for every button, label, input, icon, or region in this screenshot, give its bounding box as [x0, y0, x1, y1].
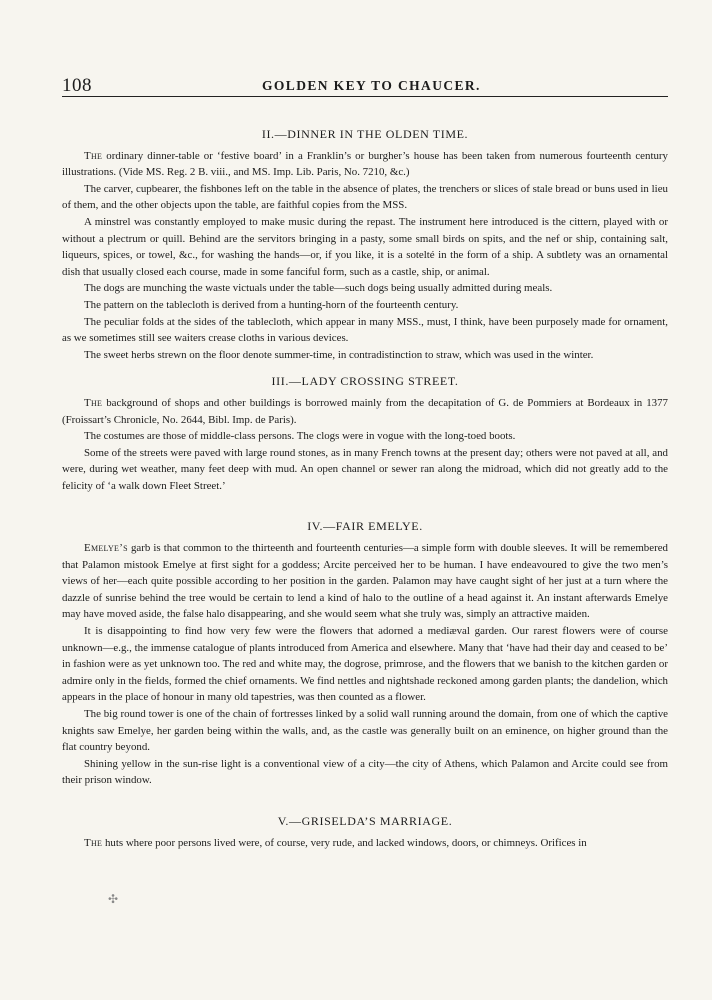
paragraph-lead: Emelye’s	[84, 542, 128, 555]
paragraph-text: A minstrel was constantly employed to make music during the repast. The instrument here introduced is the cittern, played with or without a plectrum or quill. Behind are the servitors bringing in a pasty, some small birds on spits, and the nef or ship, containing salt, liqueurs, spices, or towel, &c., for washing the hands—or, if you like, it is a sotelté in the form of a ship. A subtlety was an ornamental dish that usually closed each course, made in some fanciful form, such as a castle, ship, or animal.	[62, 215, 668, 278]
paragraph-text: The sweet herbs strewn on the floor denote summer-time, in contradistinction to straw, which was used in the winter.	[84, 348, 594, 361]
paragraph-text: garb is that common to the thirteenth and fourteenth centuries—a simple form with double sleeves. It will be remembered that Palamon mistook Emelye at first sight for a goddess; Arcite perceived her to be human. I have endeavoured to give the two men’s views of her—each quite possible according to her position in the garden. Palamon may have caught sight of her just at a turn where the dazzle of sunrise behind the tree would be certain to lend a kind of halo to the outline of a head against it. An instant afterwards Emelye may have moved aside, the false halo disappearing, and she would seem what she truly was, simply an attractive maiden.	[62, 542, 668, 621]
paragraph-text: Shining yellow in the sun-rise light is a conventional view of a city—the city of Athens, which Palamon and Arcite could see from their prison window.	[62, 757, 668, 787]
page-number: 108	[62, 75, 92, 96]
paragraph-text: The carver, cupbearer, the fishbones left on the table in the absence of plates, the trenchers or slices of stale bread or buns used in lieu of them, and the other objects upon the table, are faithful copies from the MSS.	[62, 182, 668, 212]
paragraph	[62, 314, 668, 347]
paragraph	[62, 181, 668, 214]
paragraph	[62, 280, 668, 297]
paragraph-text: It is disappointing to find how very few were the flowers that adorned a mediæval garden. Our rarest flowers were of course unknown—e.g., the immense catalogue of plants introduced from America and elsewhere. Many that ‘have had their day and ceased to be’ in fashion were as yet unknown too. The red and white may, the dogrose, primrose, and the flowers that we banish to the kitchen garden or admire only in the fields, formed the chief ornaments. We find nettles and nightshade reckoned among garden plants; the dandelion, which appears in the place of honour in many old tapestries, was then counted as a flower.	[62, 625, 668, 704]
section-heading: III.—LADY CROSSING STREET.	[271, 374, 459, 389]
section-heading: IV.—FAIR EMELYE.	[307, 519, 423, 534]
paragraph-lead: The	[84, 836, 103, 849]
paragraph	[62, 428, 668, 445]
paragraph	[62, 148, 668, 181]
paragraph-lead: The	[84, 149, 103, 162]
paragraph-text: huts where poor persons lived were, of course, very rude, and lacked windows, doors, or chimneys. Orifices in	[102, 836, 587, 849]
paragraph-text: The peculiar folds at the sides of the tablecloth, which appear in many MSS., must, I think, have been purposely made for ornament, as we sometimes still see waiters crease cloths in various devices.	[62, 315, 668, 345]
paragraph-text: ordinary dinner-table or ‘festive board’ in a Franklin’s or burgher’s house has been taken from numerous fourteenth century illustrations. (Vide MS. Reg. 2 B. viii., and MS. Imp. Lib. Paris, No. 7210, &c.)	[62, 149, 668, 179]
paragraph	[62, 835, 668, 852]
paragraph	[62, 297, 668, 314]
paragraph-text: The big round tower is one of the chain of fortresses linked by a solid wall running around the domain, from one of which the captive knights saw Emelye, her garden being within the walls, and, as the castle was generally built on an eminence, on higher ground than the flat country beyond.	[62, 708, 668, 754]
paragraph-text: background of shops and other buildings is borrowed mainly from the decapitation of G. de Pommiers at Bordeaux in 1377 (Froissart’s Chronicle, No. 2644, Bibl. Imp. de Paris).	[62, 396, 668, 426]
section-heading: II.—DINNER IN THE OLDEN TIME.	[261, 127, 469, 141]
paragraph	[62, 214, 668, 280]
paragraph-lead: The	[84, 396, 103, 409]
running-head: GOLDEN KEY TO CHAUCER.	[262, 78, 481, 93]
paragraph-text: The pattern on the tablecloth is derived from a hunting-horn of the fourteenth century.	[84, 298, 459, 311]
paragraph	[62, 706, 668, 756]
paragraph-text: Some of the streets were paved with large round stones, as in many French towns at the present day; others were not paved at all, and were, during wet weather, many feet deep with mud. An open channel or sewer ran along the midroad, which did not greatly add to the felicity of ‘a walk down Fleet Street.’	[62, 446, 668, 492]
paragraph-text: The dogs are munching the waste victuals under the table—such dogs being usually admitted during meals.	[84, 282, 553, 295]
paragraph-text: The costumes are those of middle-class persons. The clogs were in vogue with the long-toed boots.	[84, 430, 516, 443]
header-rule	[62, 96, 668, 97]
paragraph	[62, 395, 668, 428]
paragraph	[62, 756, 668, 789]
paragraph	[62, 540, 668, 623]
paragraph	[62, 445, 668, 495]
ink-speck: ✣	[108, 892, 119, 906]
paragraph	[62, 347, 668, 364]
section-heading: V.—GRISELDA’S MARRIAGE.	[277, 813, 453, 828]
paragraph	[62, 623, 668, 706]
page-body	[62, 126, 668, 851]
page-header	[62, 75, 668, 97]
